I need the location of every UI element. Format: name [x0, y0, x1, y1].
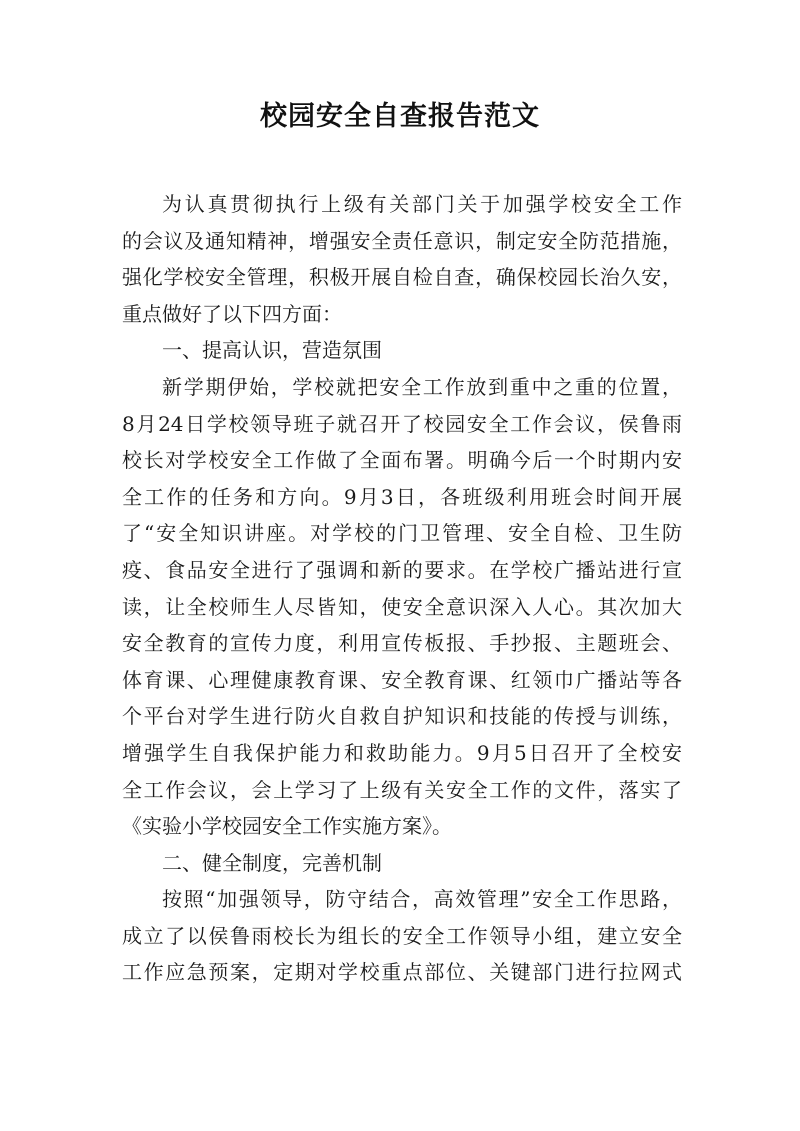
- text-line: 的会议及通知精神，增强安全责任意识，制定安全防范措施，: [122, 228, 682, 253]
- text-line: 体育课、心理健康教育课、安全教育课、红领巾广播站等各: [122, 667, 682, 692]
- text-line: 一、提高认识，营造氛围: [162, 338, 382, 363]
- text-line: 疫、食品安全进行了强调和新的要求。在学校广播站进行宣: [122, 557, 682, 582]
- text-line: 安全教育的宣传力度，利用宣传板报、手抄报、主题班会、: [122, 631, 682, 656]
- text-line: 了“安全知识讲座。对学校的门卫管理、安全自检、卫生防: [122, 521, 682, 546]
- text-line: 个平台对学生进行防火自救自护知识和技能的传授与训练，: [122, 704, 682, 729]
- text-line: 《实验小学校园安全工作实施方案》。: [122, 814, 452, 839]
- text-line: 8月24日学校领导班子就召开了校园安全工作会议，侯鲁雨: [122, 411, 682, 436]
- document-body: [122, 186, 682, 991]
- text-line: 增强学生自我保护能力和救助能力。9月5日召开了全校安: [122, 740, 682, 765]
- text-line: 按照“加强领导，防守结合，高效管理”安全工作思路，: [162, 887, 682, 912]
- text-line: 成立了以侯鲁雨校长为组长的安全工作领导小组，建立安全: [122, 923, 682, 948]
- text-line: 全工作的任务和方向。9月3日，各班级利用班会时间开展: [122, 484, 682, 509]
- text-line: 强化学校安全管理，积极开展自检自查，确保校园长治久安，: [122, 265, 682, 290]
- text-line: 重点做好了以下四方面：: [122, 301, 342, 326]
- text-line: 新学期伊始，学校就把安全工作放到重中之重的位置，: [162, 374, 682, 399]
- text-line: 工作应急预案，定期对学校重点部位、关键部门进行拉网式: [122, 960, 682, 985]
- text-line: 二、健全制度，完善机制: [162, 850, 382, 875]
- text-line: 读，让全校师生人尽皆知，使安全意识深入人心。其次加大: [122, 594, 682, 619]
- document-title: 校园安全自查报告范文: [260, 101, 540, 132]
- text-line: 全工作会议，会上学习了上级有关安全工作的文件，落实了: [122, 777, 682, 802]
- text-line: 校长对学校安全工作做了全面布署。明确今后一个时期内安: [122, 448, 682, 473]
- text-line: 为认真贯彻执行上级有关部门关于加强学校安全工作: [162, 192, 682, 216]
